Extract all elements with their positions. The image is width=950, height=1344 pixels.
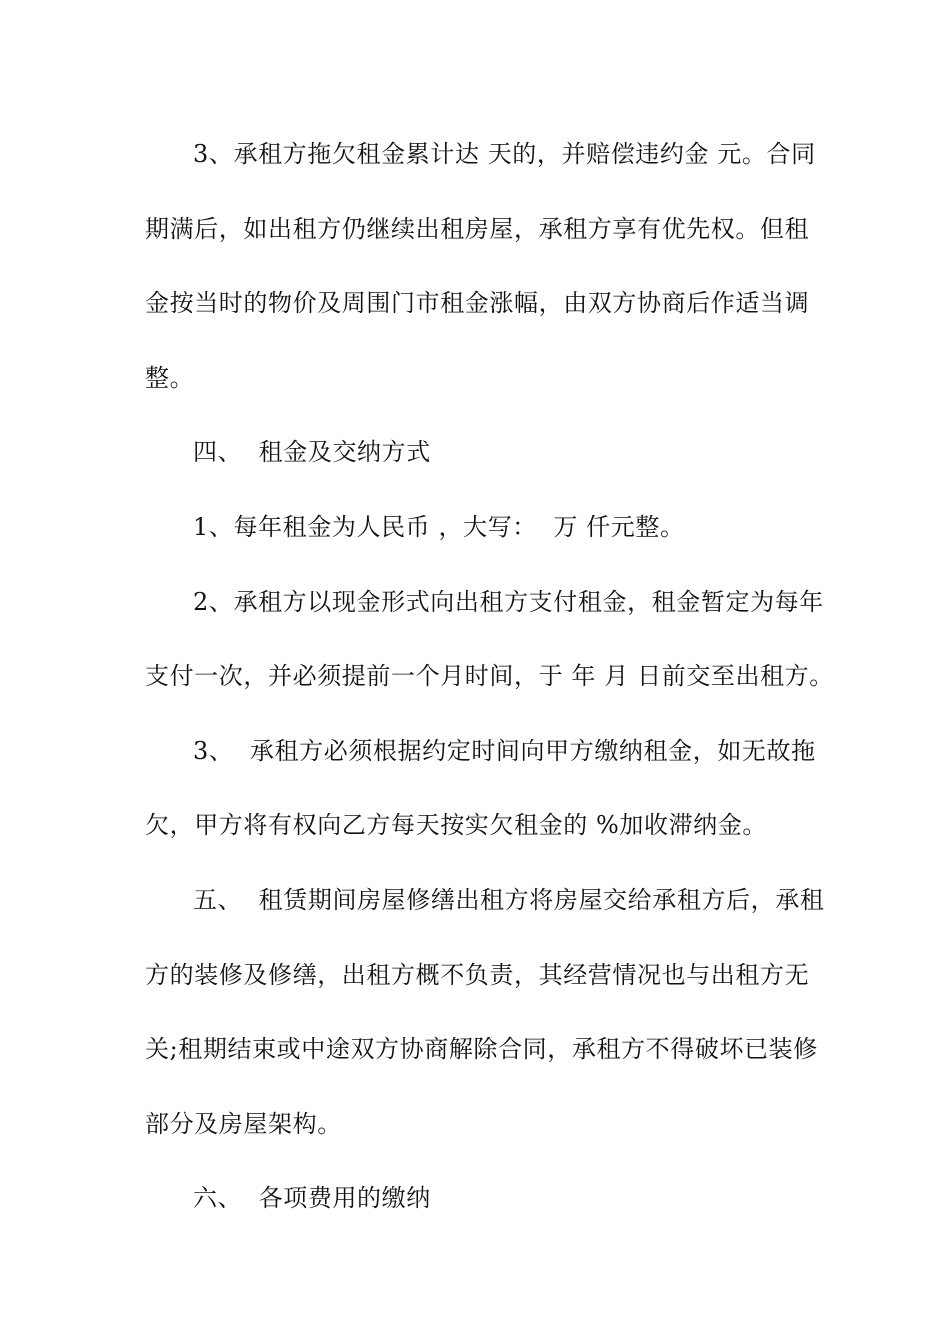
paragraph-line: 2、承租方以现金形式向出租方支付租金，租金暂定为每年 xyxy=(193,587,824,616)
section-heading-4: 四、 租金及交纳方式 xyxy=(193,438,431,467)
paragraph-line: 金按当时的物价及周围门市租金涨幅，由双方协商后作适当调 xyxy=(145,289,810,318)
paragraph-line: 方的装修及修缮，出租方概不负责，其经营情况也与出租方无 xyxy=(145,960,810,989)
paragraph-line: 1、每年租金为人民币 ，大写： 万 仟元整。 xyxy=(193,512,685,541)
paragraph-line: 3、 承租方必须根据约定时间向甲方缴纳租金，如无故拖 xyxy=(193,736,816,765)
document-body xyxy=(145,128,834,1247)
paragraph-line: 期满后，如出租方仍继续出租房屋，承租方享有优先权。但租 xyxy=(145,214,810,243)
section-heading-5: 五、 租赁期间房屋修缮出租方将房屋交给承租方后，承租 xyxy=(193,885,825,914)
section-heading-6: 六、 各项费用的缴纳 xyxy=(193,1184,431,1213)
paragraph-line: 3、承租方拖欠租金累计达 天的，并赔偿违约金 元。合同 xyxy=(193,140,816,168)
paragraph-line: 部分及房屋架构。 xyxy=(145,1109,342,1138)
paragraph-line: 欠，甲方将有权向乙方每天按实欠租金的 %加收滞纳金。 xyxy=(145,811,768,840)
paragraph-line: 支付一次，并必须提前一个月时间，于 年 月 日前交至出租方。 xyxy=(145,662,834,691)
paragraph-line: 关;租期结束或中途双方协商解除合同，承租方不得破坏已装修 xyxy=(145,1035,818,1064)
paragraph-line: 整。 xyxy=(145,363,195,392)
